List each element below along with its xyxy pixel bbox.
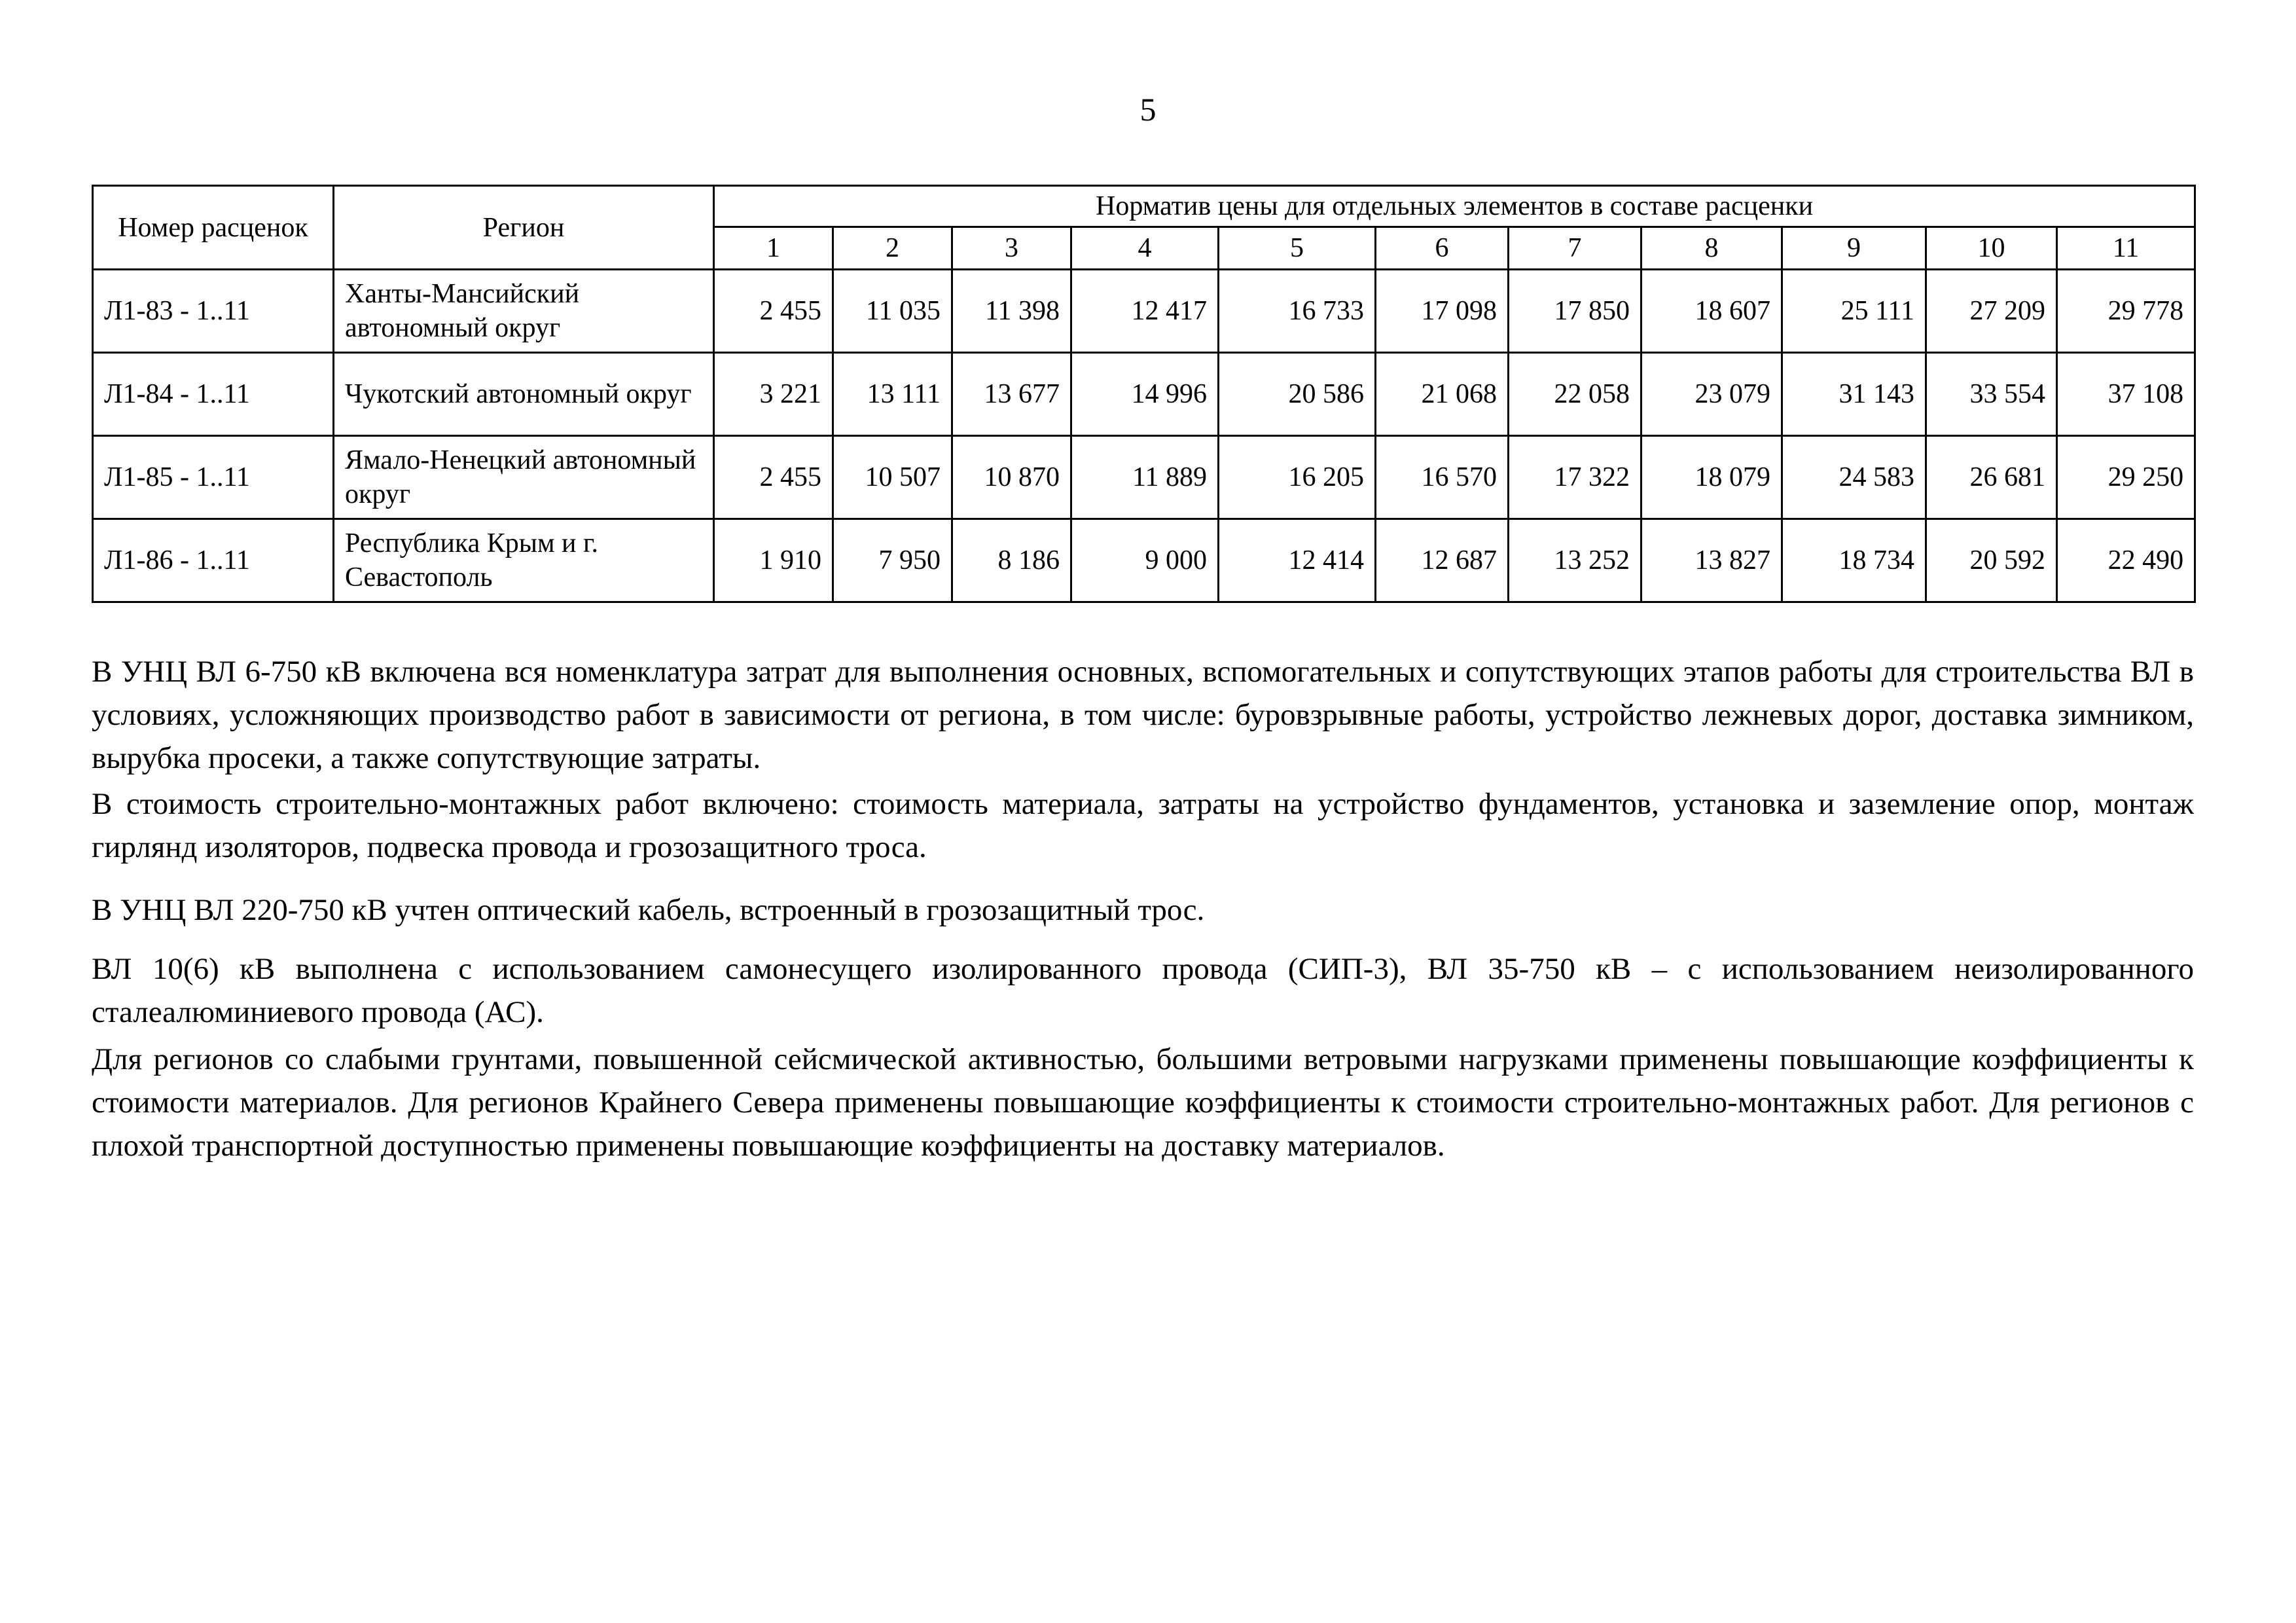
header-col-11: 11: [2057, 227, 2195, 270]
header-col-5: 5: [1219, 227, 1376, 270]
header-group: Норматив цены для отдельных элементов в составе расценки: [714, 186, 2195, 227]
table-cell: 37 108: [2057, 353, 2195, 436]
table-row: [93, 353, 2195, 436]
row-region: Ямало-Ненецкий автономный округ: [334, 436, 714, 519]
table-cell: 31 143: [1782, 353, 1926, 436]
paragraph-nomenclature: В УНЦ ВЛ 6-750 кВ включена вся номенклатура затрат для выполнения основных, вспомогательных и сопутствующих этапов работы для строительства ВЛ в условиях, усложняющих производство работ в зависимости от региона, в том числе: буровзрывные работы, устройство лежневых дорог, доставка зимником, вырубка просеки, а также сопутствующие затраты.: [92, 655, 2194, 775]
table-cell: 7 950: [833, 519, 952, 602]
table-row: [93, 436, 2195, 519]
table-cell: 10 507: [833, 436, 952, 519]
header-region: Регион: [334, 186, 714, 270]
table-cell: 33 554: [1926, 353, 2057, 436]
header-col-8: 8: [1641, 227, 1782, 270]
table-cell: 12 687: [1376, 519, 1509, 602]
header-col-6: 6: [1376, 227, 1509, 270]
paragraph-wire-types: ВЛ 10(6) кВ выполнена с использованием самонесущего изолированного провода (СИП-3), ВЛ 35-750 кВ – с использованием неизолированного сталеалюминиевого провода (АС).: [92, 952, 2194, 1029]
table-cell: 23 079: [1641, 353, 1782, 436]
header-col-10: 10: [1926, 227, 2057, 270]
table-cell: 14 996: [1071, 353, 1219, 436]
table-cell: 20 592: [1926, 519, 2057, 602]
row-region: Республика Крым и г. Севастополь: [334, 519, 714, 602]
table-cell: 16 205: [1219, 436, 1376, 519]
table-cell: 21 068: [1376, 353, 1509, 436]
table-row: [93, 519, 2195, 602]
table-cell: 24 583: [1782, 436, 1926, 519]
table-cell: 11 398: [952, 270, 1071, 353]
table-cell: 13 111: [833, 353, 952, 436]
table-cell: 13 252: [1509, 519, 1641, 602]
header-col-1: 1: [714, 227, 833, 270]
table-cell: 3 221: [714, 353, 833, 436]
row-code: Л1-85 - 1..11: [93, 436, 334, 519]
header-col-3: 3: [952, 227, 1071, 270]
table-cell: 17 850: [1509, 270, 1641, 353]
header-col-9: 9: [1782, 227, 1926, 270]
table-cell: 18 079: [1641, 436, 1782, 519]
table-cell: 13 677: [952, 353, 1071, 436]
table-cell: 17 322: [1509, 436, 1641, 519]
table-cell: 8 186: [952, 519, 1071, 602]
page-number: 5: [1139, 91, 1157, 128]
table-cell: 18 734: [1782, 519, 1926, 602]
header-col-2: 2: [833, 227, 952, 270]
table-cell: 13 827: [1641, 519, 1782, 602]
table-row: [93, 270, 2195, 353]
row-region: Чукотский автономный округ: [334, 353, 714, 436]
table-cell: 2 455: [714, 270, 833, 353]
table-cell: 22 058: [1509, 353, 1641, 436]
table-cell: 9 000: [1071, 519, 1219, 602]
table-cell: 10 870: [952, 436, 1071, 519]
paragraph-optical-cable: В УНЦ ВЛ 220-750 кВ учтен оптический кабель, встроенный в грозозащитный трос.: [92, 893, 1205, 927]
header-col-7: 7: [1509, 227, 1641, 270]
table-cell: 26 681: [1926, 436, 2057, 519]
table-cell: 27 209: [1926, 270, 2057, 353]
table-cell: 11 889: [1071, 436, 1219, 519]
table-cell: 18 607: [1641, 270, 1782, 353]
price-table: [92, 185, 2196, 603]
table-cell: 12 414: [1219, 519, 1376, 602]
header-code: Номер расценок: [93, 186, 334, 270]
table-cell: 1 910: [714, 519, 833, 602]
paragraph-coefficients: Для регионов со слабыми грунтами, повышенной сейсмической активностью, большими ветровыми нагрузками применены повышающие коэффициенты к стоимости материалов. Для регионов Крайнего Севера применены повышающие коэффициенты к стоимости строительно-монтажных работ. Для регионов с плохой транспортной доступностью применены повышающие коэффициенты на доставку материалов.: [92, 1042, 2194, 1163]
table-cell: 20 586: [1219, 353, 1376, 436]
table-cell: 17 098: [1376, 270, 1509, 353]
table-cell: 22 490: [2057, 519, 2195, 602]
row-code: Л1-83 - 1..11: [93, 270, 334, 353]
paragraph-construction-cost: В стоимость строительно-монтажных работ включено: стоимость материала, затраты на устройство фундаментов, установка и заземление опор, монтаж гирлянд изоляторов, подвеска провода и грозозащитного троса.: [92, 787, 2194, 864]
row-code: Л1-86 - 1..11: [93, 519, 334, 602]
header-col-4: 4: [1071, 227, 1219, 270]
row-region: Ханты-Мансийский автономный округ: [334, 270, 714, 353]
table-cell: 16 570: [1376, 436, 1509, 519]
table-cell: 29 250: [2057, 436, 2195, 519]
table-cell: 2 455: [714, 436, 833, 519]
row-code: Л1-84 - 1..11: [93, 353, 334, 436]
table-cell: 12 417: [1071, 270, 1219, 353]
table-cell: 25 111: [1782, 270, 1926, 353]
table-cell: 29 778: [2057, 270, 2195, 353]
table-cell: 16 733: [1219, 270, 1376, 353]
table-cell: 11 035: [833, 270, 952, 353]
